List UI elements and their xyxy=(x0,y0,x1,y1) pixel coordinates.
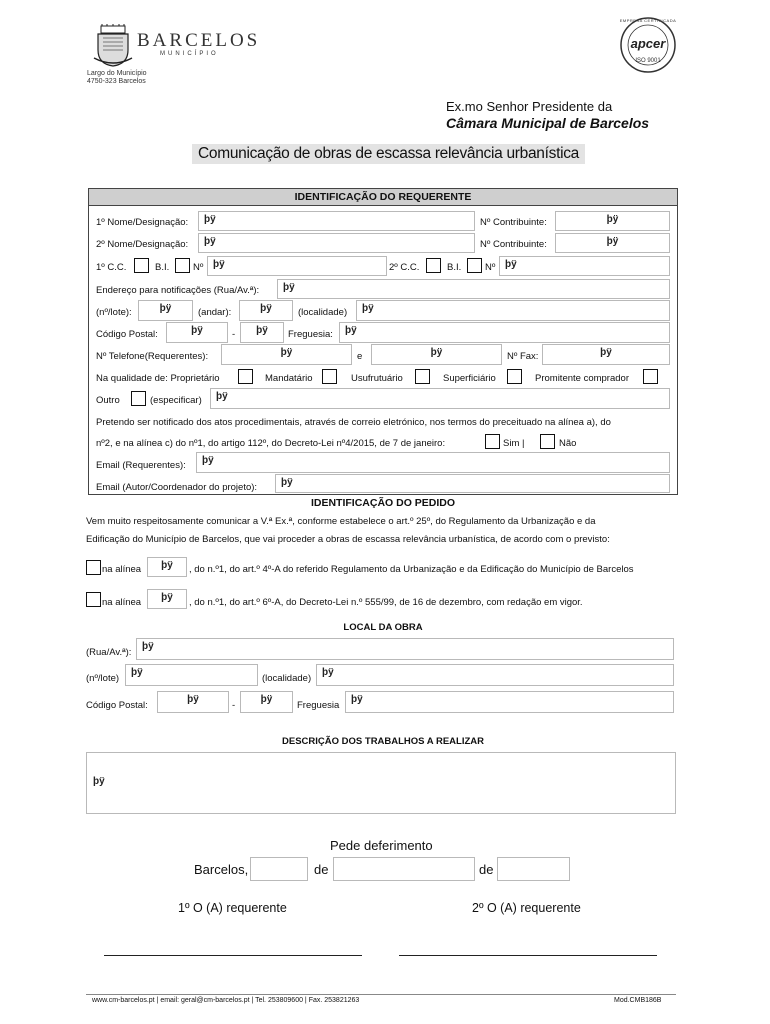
endereco-field[interactable]: þÿ xyxy=(277,279,670,299)
opt1-checkbox[interactable] xyxy=(86,560,101,575)
addressee-line-2: Câmara Municipal de Barcelos xyxy=(446,115,650,131)
footer-contacts: www.cm-barcelos.pt | email: geral@cm-barcelos.pt | Tel. 253809600 | Fax. 253821263 xyxy=(92,997,360,1004)
city-label: Barcelos, xyxy=(194,862,249,877)
promitente-label: Promitente comprador xyxy=(535,373,629,384)
local-cp-suffix-field[interactable]: þÿ xyxy=(240,691,293,713)
de1-label: de xyxy=(314,862,329,877)
contribuinte1-field[interactable]: þÿ xyxy=(555,211,670,231)
footer-model: Mod.CMB186B xyxy=(614,997,662,1004)
local-nlote-field[interactable]: þÿ xyxy=(125,664,258,686)
qualidade-label: Na qualidade de: Proprietário xyxy=(96,373,220,384)
outro-checkbox[interactable] xyxy=(131,391,146,406)
nome2-field[interactable]: þÿ xyxy=(198,233,475,253)
telefone1-field[interactable]: þÿ xyxy=(221,344,352,365)
notif-text-line2: nº2, e na alínea c) do nº1, do artigo 112º, do Decreto-Lei nº4/2015, de 7 de janeiro: xyxy=(96,438,446,449)
telefone-e-label: e xyxy=(357,351,363,362)
andar-label: (andar): xyxy=(198,307,232,318)
bi1-checkbox[interactable] xyxy=(175,258,190,273)
cp-suffix-field[interactable]: þÿ xyxy=(240,322,284,343)
local-cp-label: Código Postal: xyxy=(86,700,148,711)
year-field[interactable] xyxy=(497,857,570,881)
localidade-field[interactable]: þÿ xyxy=(356,300,670,321)
opt1-na-alinea: na alínea xyxy=(102,564,142,575)
especificar-field[interactable]: þÿ xyxy=(210,388,670,409)
email-req-field[interactable]: þÿ xyxy=(196,452,670,473)
opt2-na-alinea: na alínea xyxy=(102,597,142,608)
sim-label: Sim | xyxy=(503,438,525,449)
trabalhos-title: DESCRIÇÃO DOS TRABALHOS A REALIZAR xyxy=(282,736,484,747)
email-req-label: Email (Requerentes): xyxy=(96,460,186,471)
bi2-checkbox[interactable] xyxy=(467,258,482,273)
municipality-sub: MUNICÍPIO xyxy=(160,51,219,57)
freguesia-label: Freguesia: xyxy=(288,329,333,340)
footer-rule xyxy=(86,994,676,995)
cp-label: Código Postal: xyxy=(96,329,158,340)
local-title: LOCAL DA OBRA xyxy=(343,622,423,633)
promitente-checkbox[interactable] xyxy=(643,369,658,384)
cp-dash: - xyxy=(232,329,236,340)
municipality-crest xyxy=(93,24,133,68)
doc2-number-field[interactable]: þÿ xyxy=(499,256,670,276)
opt1-text: , do n.º1, do art.º 4º-A do referido Regulamento da Urbanização e da Edificação do Município de Barcelos xyxy=(189,564,634,575)
doc1-number-field[interactable]: þÿ xyxy=(207,256,387,276)
freguesia-field[interactable]: þÿ xyxy=(339,322,670,343)
no1-label: Nº xyxy=(193,262,204,273)
nome1-label: 1º Nome/Designação: xyxy=(96,217,189,228)
pede-deferimento: Pede deferimento xyxy=(330,838,433,853)
requerente1-label: 1º O (A) requerente xyxy=(178,901,287,915)
bi1-label: B.I. xyxy=(155,262,170,273)
cc1-label: 1º C.C. xyxy=(96,262,127,273)
telefone-label: Nº Telefone(Requerentes): xyxy=(96,351,209,362)
mandatario-checkbox[interactable] xyxy=(322,369,337,384)
fax-label: Nº Fax: xyxy=(507,351,539,362)
nome1-field[interactable]: þÿ xyxy=(198,211,475,231)
local-localidade-label: (localidade) xyxy=(262,673,312,684)
contribuinte1-label: Nº Contribuinte: xyxy=(480,217,547,228)
de2-label: de xyxy=(479,862,494,877)
contribuinte2-label: Nº Contribuinte: xyxy=(480,239,547,250)
outro-label: Outro xyxy=(96,395,120,406)
contribuinte2-field[interactable]: þÿ xyxy=(555,233,670,253)
cert-seal xyxy=(619,16,677,74)
trabalhos-textarea[interactable]: þÿ xyxy=(86,752,676,814)
cert-ring-text: EMPRESA CERTIFICADA xyxy=(619,18,677,23)
month-field[interactable] xyxy=(333,857,475,881)
mandatario-label: Mandatário xyxy=(265,373,313,384)
bi2-label: B.I. xyxy=(447,262,462,273)
addressee-line-1: Ex.mo Senhor Presidente da xyxy=(446,99,613,114)
nao-checkbox[interactable] xyxy=(540,434,555,449)
local-freguesia-label: Freguesia xyxy=(297,700,340,711)
localidade-label: (localidade) xyxy=(298,307,348,318)
local-rua-field[interactable]: þÿ xyxy=(136,638,674,660)
cp-prefix-field[interactable]: þÿ xyxy=(166,322,228,343)
telefone2-field[interactable]: þÿ xyxy=(371,344,502,365)
especificar-label: (especificar) xyxy=(150,395,202,406)
cc2-label: 2º C.C. xyxy=(389,262,420,273)
opt2-text: , do n.º1, do art.º 6º-A, do Decreto-Lei n.º 555/99, de 16 de dezembro, com redação em vigor. xyxy=(189,597,583,608)
fax-field[interactable]: þÿ xyxy=(542,344,670,365)
cc2-checkbox[interactable] xyxy=(426,258,441,273)
local-nlote-label: (nº/lote) xyxy=(86,673,120,684)
opt1-alinea-field[interactable]: þÿ xyxy=(147,557,187,577)
signature-line-2[interactable] xyxy=(399,955,657,956)
usufrutuario-checkbox[interactable] xyxy=(415,369,430,384)
local-freguesia-field[interactable]: þÿ xyxy=(345,691,674,713)
requerente2-label: 2º O (A) requerente xyxy=(472,901,581,915)
municipality-name: BARCELOS xyxy=(137,30,261,51)
pedido-title: IDENTIFICAÇÃO DO PEDIDO xyxy=(310,497,456,509)
usufrutuario-label: Usufrutuário xyxy=(351,373,403,384)
pedido-text-line2: Edificação do Município de Barcelos, que vai proceder a obras de escassa relevância urbanística, de acordo com o previsto: xyxy=(86,534,610,545)
superficiario-label: Superficiário xyxy=(443,373,496,384)
cert-logo: apcer xyxy=(630,36,666,51)
email-autor-field[interactable]: þÿ xyxy=(275,474,670,493)
requerente-title: IDENTIFICAÇÃO DO REQUERENTE xyxy=(89,189,677,206)
andar-field[interactable]: þÿ xyxy=(239,300,293,321)
endereco-label: Endereço para notificações (Rua/Av.ª): xyxy=(96,285,260,296)
local-cp-prefix-field[interactable]: þÿ xyxy=(157,691,229,713)
signature-line-1[interactable] xyxy=(104,955,362,956)
proprietario-checkbox[interactable] xyxy=(238,369,253,384)
superficiario-checkbox[interactable] xyxy=(507,369,522,384)
local-rua-label: (Rua/Av.ª): xyxy=(86,647,132,658)
form-title: Comunicação de obras de escassa relevância urbanística xyxy=(192,144,585,164)
day-field[interactable] xyxy=(250,857,308,881)
sim-checkbox[interactable] xyxy=(485,434,500,449)
nao-label: Não xyxy=(559,438,577,449)
cc1-checkbox[interactable] xyxy=(134,258,149,273)
nome2-label: 2º Nome/Designação: xyxy=(96,239,189,250)
local-localidade-field[interactable]: þÿ xyxy=(316,664,674,686)
pedido-text-line1: Vem muito respeitosamente comunicar a V.ª Ex.ª, conforme estabelece o art.º 25º, do Regulamento da Urbanização e da xyxy=(86,516,596,527)
notif-text-line1: Pretendo ser notificado dos atos procedimentais, através de correio eletrónico, nos termos do preceituado na alínea a), do xyxy=(96,417,611,428)
email-autor-label: Email (Autor/Coordenador do projeto): xyxy=(96,482,258,493)
cert-iso: ISO 9001 xyxy=(635,58,661,64)
address-line-2: 4750-323 Barcelos xyxy=(87,78,146,85)
opt2-checkbox[interactable] xyxy=(86,592,101,607)
no2-label: Nº xyxy=(485,262,496,273)
nlote-field[interactable]: þÿ xyxy=(138,300,193,321)
address-line-1: Largo do Município xyxy=(87,70,147,77)
local-cp-dash: - xyxy=(232,700,236,711)
opt2-alinea-field[interactable]: þÿ xyxy=(147,589,187,609)
nlote-label: (nº/lote): xyxy=(96,307,132,318)
